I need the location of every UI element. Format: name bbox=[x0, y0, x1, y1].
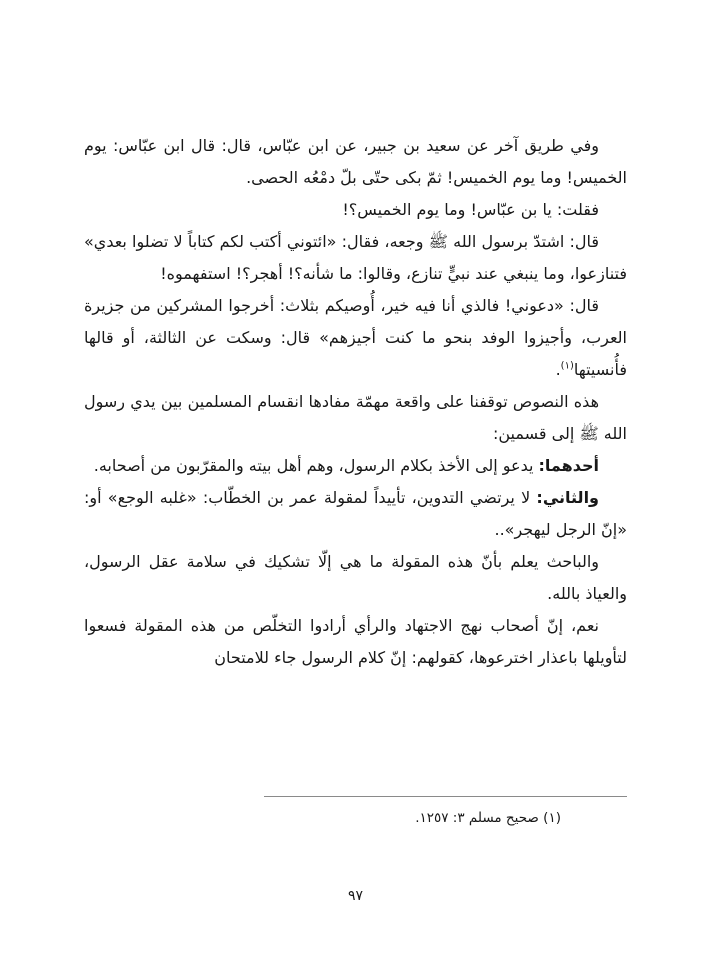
paragraph bbox=[84, 290, 627, 386]
paragraph-text: قال: «دعوني! فالذي أنا فيه خير، أُوصيكم بثلاث: أخرجوا المشركين من جزيرة العرب، وأجيزوا الوفد بنحو ما كنت أجيزهم» قال: وسكت عن الثالثة، أو قالها فأُنسيتها bbox=[84, 296, 627, 379]
paragraph: قال: اشتدّ برسول الله ﷺ وجعه، فقال: «ائتوني أكتب لكم كتاباً لا تضلوا بعدي» فتنازعوا، وما ينبغي عند نبيٍّ تنازع، وقالوا: ما شأنه؟! أهجر؟! استفهموه! bbox=[84, 232, 627, 283]
paragraph: والباحث يعلم بأنّ هذه المقولة ما هي إلّا تشكيك في سلامة عقل الرسول، والعياذ بالله. bbox=[84, 552, 627, 603]
paragraph-lead: والثاني: bbox=[536, 488, 599, 507]
body-text bbox=[84, 130, 627, 674]
paragraph bbox=[84, 482, 627, 546]
footnote-marker: (١) bbox=[560, 360, 574, 372]
paragraph: هذه النصوص توقفنا على واقعة مهمّة مفادها انقسام المسلمين بين يدي رسول الله ﷺ إلى قسمين: bbox=[84, 392, 627, 443]
footnote-separator bbox=[264, 796, 627, 797]
paragraph bbox=[84, 450, 627, 482]
paragraph-text: لا يرتضي التدوين، تأييداً لمقولة عمر بن الخطّاب: «غلبه الوجع» أو: «إنّ الرجل ليهجر».. bbox=[84, 488, 627, 539]
paragraph-text: يدعو إلى الأخذ بكلام الرسول، وهم أهل بيته والمقرّبون من أصحابه. bbox=[93, 456, 539, 475]
footnote-text: (١) صحيح مسلم ٣: ١٢٥٧. bbox=[415, 810, 561, 826]
paragraph: وفي طريق آخر عن سعيد بن جبير، عن ابن عبّاس، قال: قال ابن عبّاس: يوم الخميس! وما يوم الخميس! ثمّ بكى حتّى بلّ دمْعُه الحصى. bbox=[84, 136, 627, 187]
page-number: ٩٧ bbox=[347, 888, 364, 904]
paragraph-tail: . bbox=[555, 360, 561, 379]
paragraph: نعم، إنّ أصحاب نهج الاجتهاد والرأي أرادوا التخلّص من هذه المقولة فسعوا لتأويلها باعذار اخترعوها، كقولهم: إنّ كلام الرسول جاء للامتحان bbox=[84, 616, 627, 667]
footnote-area bbox=[264, 796, 627, 829]
paragraph-lead: أحدهما: bbox=[538, 456, 599, 475]
paragraph: فقلت: يا بن عبّاس! وما يوم الخميس؟! bbox=[342, 200, 599, 219]
